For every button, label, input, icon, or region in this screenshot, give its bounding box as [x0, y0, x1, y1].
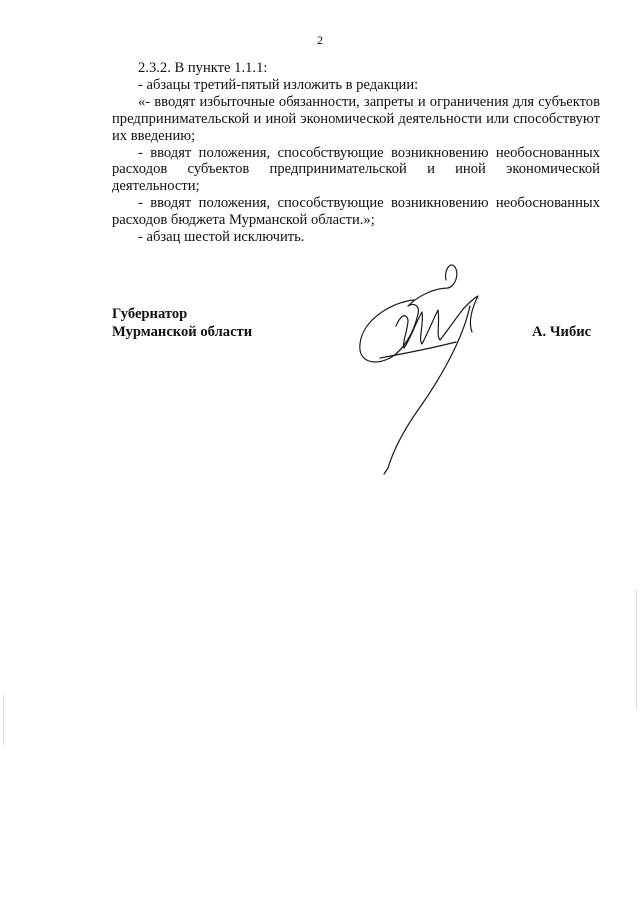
- paragraph-delete-instruction: - абзац шестой исключить.: [138, 229, 305, 246]
- signer-name: А. Чибис: [532, 324, 592, 340]
- paragraph-new-text-2: - вводят положения, способствующие возникновению необоснованных расходов субъектов предпринимательской и иной экономической деятельности;: [112, 144, 600, 195]
- paragraph-instruction: - абзацы третий-пятый изложить в редакции:: [138, 76, 419, 93]
- scan-edge-mark-right: [636, 590, 637, 710]
- page-number: 2: [317, 33, 323, 47]
- paragraph-new-text-1: «- вводят избыточные обязанности, запреты и ограничения для субъектов предпринимательской и иной экономической деятельности или способствуют их введению;: [112, 93, 600, 144]
- position-region: Мурманской области: [112, 324, 253, 340]
- position-title: Губернатор: [112, 306, 188, 322]
- paragraph-item-number: 2.3.2. В пункте 1.1.1:: [138, 60, 268, 76]
- document-body: [112, 60, 600, 246]
- signatory-position: [112, 305, 252, 341]
- scan-edge-mark-left: [3, 695, 4, 745]
- handwritten-signature: [352, 262, 522, 477]
- paragraph-new-text-3: - вводят положения, способствующие возникновению необоснованных расходов бюджета Мурманской области.»;: [112, 195, 600, 229]
